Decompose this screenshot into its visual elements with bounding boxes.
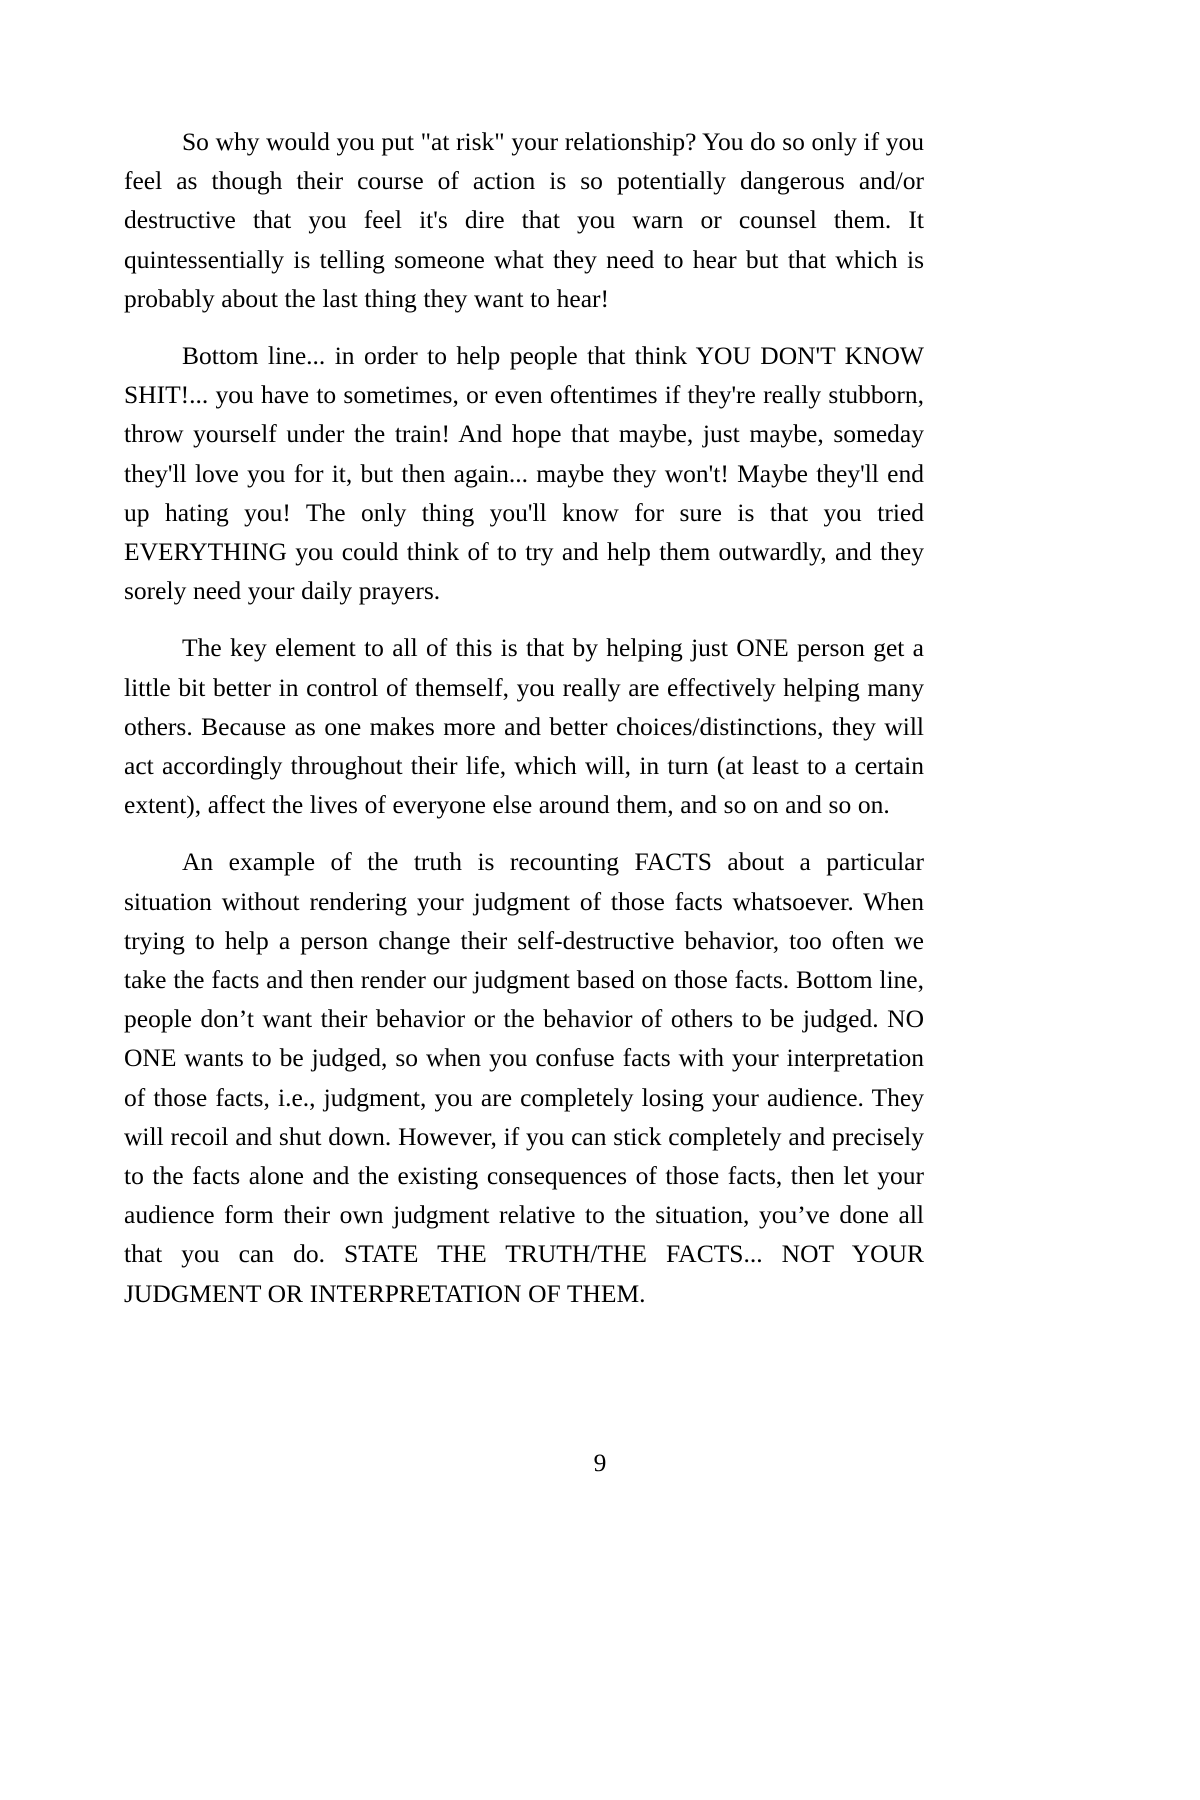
body-text bbox=[124, 122, 924, 1313]
paragraph-2: Bottom line... in order to help people that think YOU DON'T KNOW SHIT!... you have to sometimes, or even oftentimes if they're really stubborn, throw yourself under the train! And hope that maybe, just maybe, someday they'll love you for it, but then again... maybe they won't! Maybe they'll end up hating you! The only thing you'll know for sure is that you tried EVERYTHING you could think of to try and help them outwardly, and they sorely need your daily prayers. bbox=[124, 341, 924, 606]
paragraph-3: The key element to all of this is that by helping just ONE person get a little bit better in control of themself, you really are effectively helping many others. Because as one makes more and better choices/distinctions, they will act accordingly throughout their life, which will, in turn (at least to a certain extent), affect the lives of everyone else around them, and so on and so on. bbox=[124, 633, 924, 820]
paragraph-1: So why would you put "at risk" your relationship? You do so only if you feel as though their course of action is so potentially dangerous and/or destructive that you feel it's dire that you warn or counsel them. It quintessentially is telling someone what they need to hear but that which is probably about the last thing they want to hear! bbox=[124, 127, 924, 313]
paragraph-4: An example of the truth is recounting FACTS about a particular situation without rendering your judgment of those facts whatsoever. When trying to help a person change their self-destructive behavior, too often we take the facts and then render our judgment based on those facts. Bottom line, people don’t want their behavior or the behavior of others to be judged. NO ONE wants to be judged, so when you confuse facts with your interpretation of those facts, i.e., judgment, you are completely losing your audience. They will recoil and shut down. However, if you can stick completely and precisely to the facts alone and the existing consequences of those facts, then let your audience form their own judgment relative to the situation, you’ve done all that you can do. STATE THE TRUTH/THE FACTS... NOT YOUR JUDGMENT OR INTERPRETATION OF THEM. bbox=[124, 847, 924, 1308]
page-number: 9 bbox=[593, 1448, 607, 1477]
